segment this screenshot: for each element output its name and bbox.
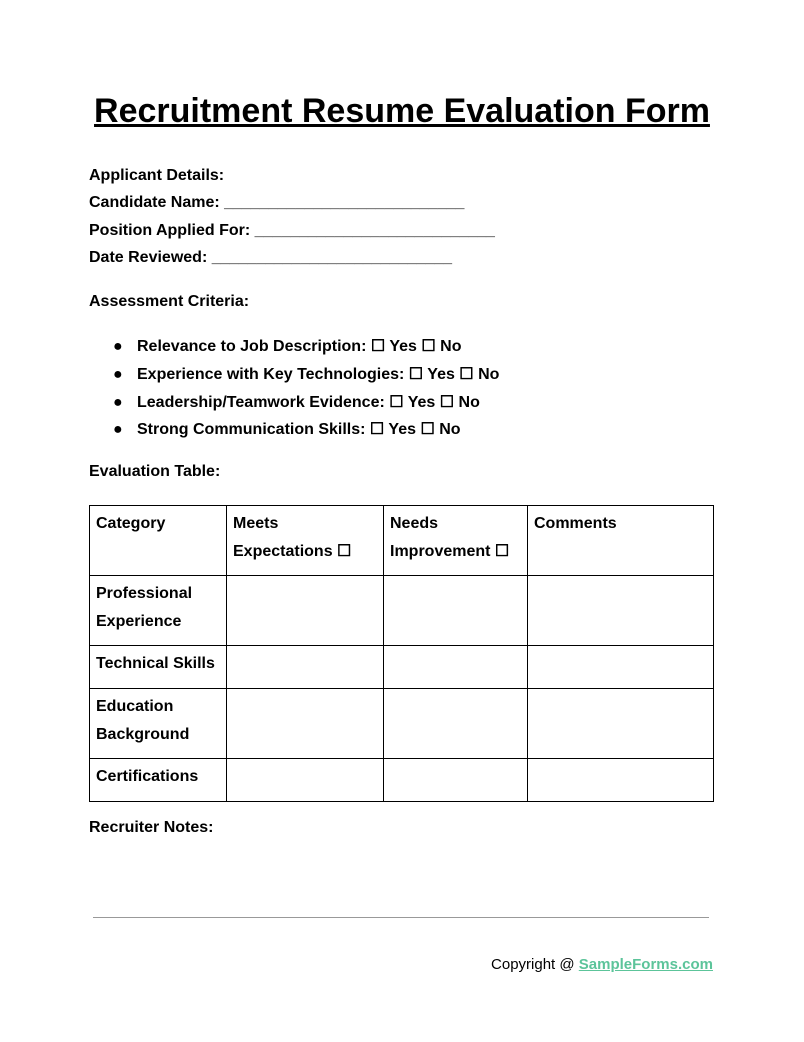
- bullet-icon: ●: [113, 421, 123, 438]
- applicant-heading: Applicant Details:: [89, 167, 225, 184]
- meets-cell[interactable]: [227, 646, 384, 689]
- meets-cell[interactable]: [227, 576, 384, 646]
- table-row: [90, 759, 714, 802]
- needs-cell[interactable]: [384, 689, 528, 759]
- criteria-item[interactable]: [113, 419, 461, 439]
- bullet-icon: ●: [113, 338, 123, 355]
- criteria-item[interactable]: [113, 364, 499, 384]
- comments-cell[interactable]: [528, 576, 714, 646]
- table-row: [90, 576, 714, 646]
- bullet-icon: ●: [113, 366, 123, 383]
- page-title: Recruitment Resume Evaluation Form: [94, 92, 710, 130]
- needs-cell[interactable]: [384, 759, 528, 802]
- needs-cell[interactable]: [384, 646, 528, 689]
- criteria-item[interactable]: [113, 392, 480, 412]
- criteria-item[interactable]: [113, 336, 461, 356]
- header-category: Category: [90, 506, 227, 576]
- meets-cell[interactable]: [227, 689, 384, 759]
- criteria-label: Experience with Key Technologies: ☐ Yes ☐ No: [137, 366, 500, 383]
- header-comments: Comments: [528, 506, 714, 576]
- header-needs: Needs Improvement ☐: [384, 506, 528, 576]
- criteria-label: Leadership/Teamwork Evidence: ☐ Yes ☐ No: [137, 394, 480, 411]
- date-reviewed-field[interactable]: Date Reviewed: ___________________________: [89, 249, 452, 266]
- table-row: [90, 689, 714, 759]
- category-cell: Professional Experience: [90, 576, 227, 646]
- table-heading: Evaluation Table:: [89, 463, 221, 480]
- copyright-text: Copyright @: [491, 956, 579, 973]
- criteria-label: Strong Communication Skills: ☐ Yes ☐ No: [137, 421, 461, 438]
- category-cell: Certifications: [90, 759, 227, 802]
- needs-cell[interactable]: [384, 576, 528, 646]
- category-cell: Education Background: [90, 689, 227, 759]
- comments-cell[interactable]: [528, 646, 714, 689]
- comments-cell[interactable]: [528, 759, 714, 802]
- evaluation-table: [89, 505, 714, 802]
- footer-divider: [93, 917, 709, 918]
- table-row: [90, 646, 714, 689]
- position-field[interactable]: Position Applied For: ___________________________: [89, 222, 495, 239]
- criteria-label: Relevance to Job Description: ☐ Yes ☐ No: [137, 338, 462, 355]
- footer: [491, 956, 713, 973]
- table-header-row: [90, 506, 714, 576]
- bullet-icon: ●: [113, 394, 123, 411]
- comments-cell[interactable]: [528, 689, 714, 759]
- recruiter-notes-label: Recruiter Notes:: [89, 819, 214, 836]
- meets-cell[interactable]: [227, 759, 384, 802]
- candidate-name-field[interactable]: Candidate Name: ___________________________: [89, 194, 465, 211]
- category-cell: Technical Skills: [90, 646, 227, 689]
- header-meets: Meets Expectations ☐: [227, 506, 384, 576]
- criteria-heading: Assessment Criteria:: [89, 293, 250, 310]
- sampleforms-link[interactable]: SampleForms.com: [578, 956, 713, 973]
